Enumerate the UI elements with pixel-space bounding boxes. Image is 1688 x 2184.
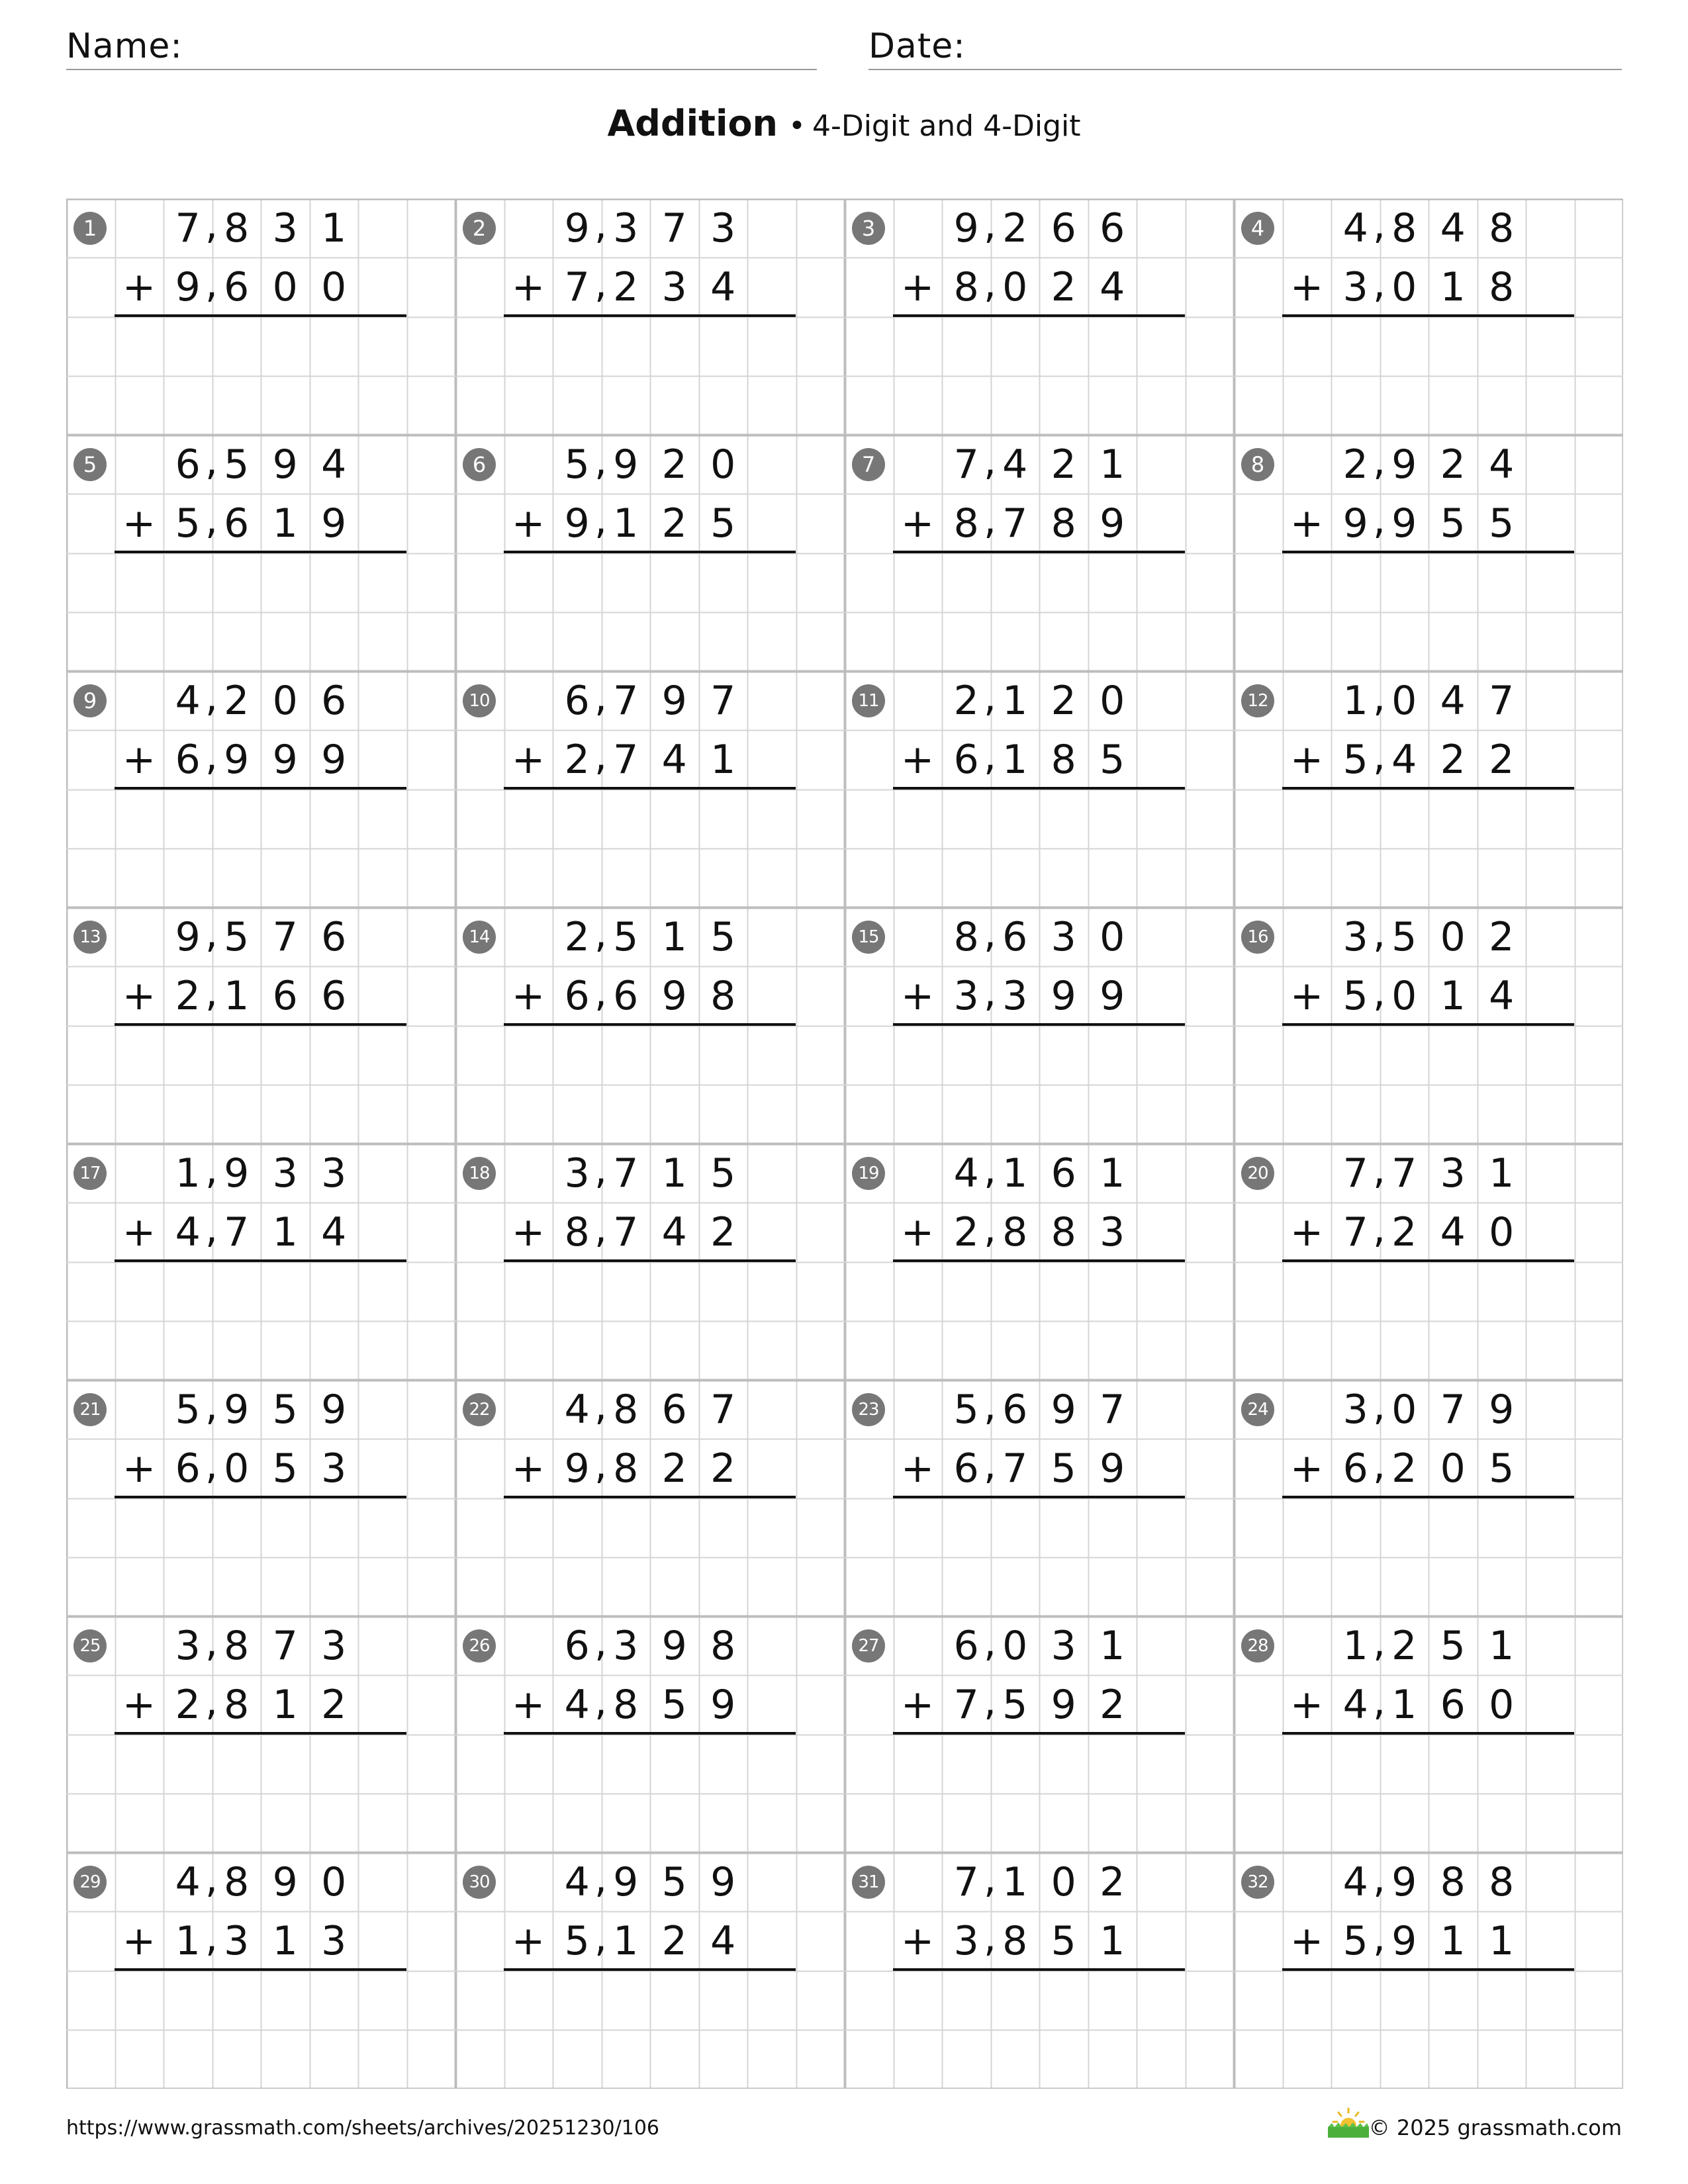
- plus-sign: +: [1289, 736, 1324, 783]
- problem-number-badge: 2: [463, 212, 496, 245]
- answer-line: [1282, 551, 1574, 553]
- problem-3: [845, 199, 1234, 435]
- problem-1: [66, 199, 455, 435]
- top-addend: 5 , 9 5 9: [175, 1383, 347, 1433]
- plus-sign: +: [511, 500, 545, 547]
- problem-27: [845, 1616, 1234, 1852]
- bottom-addend: 5 , 1 2 4: [564, 1915, 736, 1964]
- problem-14: [455, 907, 845, 1144]
- problem-number-badge: 14: [463, 921, 496, 954]
- top-addend: 4 , 9 5 9: [564, 1856, 736, 1905]
- problem-number-badge: 16: [1241, 921, 1274, 954]
- bottom-addend: 7 , 5 9 2: [953, 1678, 1125, 1728]
- answer-line: [504, 787, 796, 790]
- bottom-addend: 5 , 4 2 2: [1342, 733, 1515, 783]
- top-addend: 7 , 4 2 1: [953, 438, 1125, 488]
- problem-25: [66, 1616, 455, 1852]
- top-addend: 8 , 6 3 0: [953, 911, 1125, 960]
- top-addend: 7 , 8 3 1: [175, 202, 347, 251]
- problem-number-badge: 12: [1241, 684, 1274, 717]
- problem-number-badge: 31: [852, 1866, 885, 1899]
- problem-11: [845, 671, 1234, 907]
- top-addend: 7 , 1 0 2: [953, 1856, 1125, 1905]
- bottom-addend: 2 , 8 8 3: [953, 1206, 1125, 1255]
- bottom-addend: 9 , 8 2 2: [564, 1442, 736, 1492]
- top-addend: 4 , 8 6 7: [564, 1383, 736, 1433]
- bottom-addend: 2 , 7 4 1: [564, 733, 736, 783]
- plus-sign: +: [511, 1445, 545, 1492]
- problem-number-badge: 18: [463, 1157, 496, 1190]
- bottom-addend: 4 , 1 6 0: [1342, 1678, 1515, 1728]
- plus-sign: +: [900, 1681, 935, 1728]
- top-addend: 2 , 1 2 0: [953, 674, 1125, 724]
- plus-sign: +: [1289, 1208, 1324, 1255]
- problem-number-badge: 23: [852, 1393, 885, 1426]
- bottom-addend: 6 , 9 9 9: [175, 733, 347, 783]
- bottom-addend: 8 , 7 4 2: [564, 1206, 736, 1255]
- problem-number-badge: 19: [852, 1157, 885, 1190]
- bottom-addend: 6 , 6 9 8: [564, 970, 736, 1019]
- answer-line: [115, 1259, 406, 1262]
- plus-sign: +: [900, 972, 935, 1019]
- problem-number-badge: 1: [73, 212, 107, 245]
- answer-line: [115, 1023, 406, 1026]
- problem-28: [1234, 1616, 1623, 1852]
- top-addend: 3 , 5 0 2: [1342, 911, 1515, 960]
- problem-17: [66, 1144, 455, 1380]
- problem-number-badge: 21: [73, 1393, 107, 1426]
- title-subtitle: 4-Digit and 4-Digit: [812, 109, 1081, 143]
- answer-line: [893, 1023, 1185, 1026]
- plus-sign: +: [900, 1917, 935, 1964]
- bottom-addend: 2 , 8 1 2: [175, 1678, 347, 1728]
- problem-grid: [66, 199, 1623, 2089]
- problem-15: [845, 907, 1234, 1144]
- top-addend: 9 , 5 7 6: [175, 911, 347, 960]
- answer-line: [893, 314, 1185, 317]
- problem-number-badge: 5: [73, 448, 107, 481]
- problem-number-badge: 24: [1241, 1393, 1274, 1426]
- problem-number-badge: 11: [852, 684, 885, 717]
- top-addend: 4 , 1 6 1: [953, 1147, 1125, 1197]
- answer-line: [504, 551, 796, 553]
- problem-20: [1234, 1144, 1623, 1380]
- plus-sign: +: [122, 500, 156, 547]
- bottom-addend: 3 , 8 5 1: [953, 1915, 1125, 1964]
- plus-sign: +: [1289, 1681, 1324, 1728]
- bottom-addend: 9 , 9 5 5: [1342, 497, 1515, 547]
- bottom-addend: 8 , 7 8 9: [953, 497, 1125, 547]
- bottom-addend: 6 , 1 8 5: [953, 733, 1125, 783]
- date-field[interactable]: [868, 26, 1622, 70]
- bottom-addend: 5 , 9 1 1: [1342, 1915, 1515, 1964]
- answer-line: [115, 1968, 406, 1971]
- bottom-addend: 1 , 3 1 3: [175, 1915, 347, 1964]
- plus-sign: +: [122, 1917, 156, 1964]
- bottom-addend: 6 , 2 0 5: [1342, 1442, 1515, 1492]
- plus-sign: +: [1289, 263, 1324, 310]
- answer-line: [893, 1259, 1185, 1262]
- bottom-addend: 5 , 6 1 9: [175, 497, 347, 547]
- problem-29: [66, 1852, 455, 2089]
- bottom-addend: 5 , 0 1 4: [1342, 970, 1515, 1019]
- problem-2: [455, 199, 845, 435]
- problem-8: [1234, 435, 1623, 671]
- footer-url: https://www.grassmath.com/sheets/archives/20251230/106: [66, 2116, 660, 2140]
- top-addend: 6 , 3 9 8: [564, 1619, 736, 1669]
- problem-18: [455, 1144, 845, 1380]
- top-addend: 2 , 9 2 4: [1342, 438, 1515, 488]
- problem-number-badge: 28: [1241, 1629, 1274, 1662]
- problem-6: [455, 435, 845, 671]
- problem-23: [845, 1380, 1234, 1616]
- problem-31: [845, 1852, 1234, 2089]
- problem-number-badge: 4: [1241, 212, 1274, 245]
- top-addend: 3 , 8 7 3: [175, 1619, 347, 1669]
- plus-sign: +: [900, 1208, 935, 1255]
- answer-line: [893, 1732, 1185, 1735]
- top-addend: 7 , 7 3 1: [1342, 1147, 1515, 1197]
- plus-sign: +: [1289, 972, 1324, 1019]
- problem-10: [455, 671, 845, 907]
- top-addend: 4 , 2 0 6: [175, 674, 347, 724]
- name-field[interactable]: [66, 26, 817, 70]
- bottom-addend: 3 , 3 9 9: [953, 970, 1125, 1019]
- problem-number-badge: 17: [73, 1157, 107, 1190]
- top-addend: 3 , 7 1 5: [564, 1147, 736, 1197]
- problem-number-badge: 8: [1241, 448, 1274, 481]
- top-addend: 4 , 9 8 8: [1342, 1856, 1515, 1905]
- plus-sign: +: [1289, 500, 1324, 547]
- problem-number-badge: 20: [1241, 1157, 1274, 1190]
- plus-sign: +: [122, 736, 156, 783]
- plus-sign: +: [511, 736, 545, 783]
- answer-line: [1282, 1968, 1574, 1971]
- bottom-addend: 3 , 0 1 8: [1342, 261, 1515, 310]
- title-separator: •: [788, 109, 806, 143]
- problem-19: [845, 1144, 1234, 1380]
- plus-sign: +: [900, 1445, 935, 1492]
- bottom-addend: 6 , 0 5 3: [175, 1442, 347, 1492]
- problem-number-badge: 30: [463, 1866, 496, 1899]
- answer-line: [893, 787, 1185, 790]
- bottom-addend: 4 , 8 5 9: [564, 1678, 736, 1728]
- bottom-addend: 9 , 1 2 5: [564, 497, 736, 547]
- top-addend: 6 , 5 9 4: [175, 438, 347, 488]
- answer-line: [1282, 1023, 1574, 1026]
- title-main: Addition: [607, 103, 778, 144]
- plus-sign: +: [511, 972, 545, 1019]
- top-addend: 2 , 5 1 5: [564, 911, 736, 960]
- grass-sun-logo-icon: [1325, 2106, 1372, 2139]
- plus-sign: +: [122, 1445, 156, 1492]
- top-addend: 5 , 6 9 7: [953, 1383, 1125, 1433]
- problem-7: [845, 435, 1234, 671]
- problem-9: [66, 671, 455, 907]
- bottom-addend: 2 , 1 6 6: [175, 970, 347, 1019]
- name-label: Name:: [66, 26, 183, 66]
- problem-number-badge: 27: [852, 1629, 885, 1662]
- bottom-addend: 6 , 7 5 9: [953, 1442, 1125, 1492]
- problem-4: [1234, 199, 1623, 435]
- plus-sign: +: [122, 263, 156, 310]
- plus-sign: +: [122, 972, 156, 1019]
- problem-5: [66, 435, 455, 671]
- problem-number-badge: 9: [73, 684, 107, 717]
- answer-line: [893, 1968, 1185, 1971]
- top-addend: 9 , 3 7 3: [564, 202, 736, 251]
- plus-sign: +: [900, 736, 935, 783]
- answer-line: [1282, 787, 1574, 790]
- answer-line: [115, 314, 406, 317]
- plus-sign: +: [511, 263, 545, 310]
- top-addend: 6 , 7 9 7: [564, 674, 736, 724]
- top-addend: 4 , 8 4 8: [1342, 202, 1515, 251]
- plus-sign: +: [1289, 1917, 1324, 1964]
- answer-line: [115, 1496, 406, 1498]
- problem-number-badge: 26: [463, 1629, 496, 1662]
- answer-line: [115, 787, 406, 790]
- problem-number-badge: 25: [73, 1629, 107, 1662]
- plus-sign: +: [511, 1681, 545, 1728]
- plus-sign: +: [511, 1208, 545, 1255]
- problem-26: [455, 1616, 845, 1852]
- answer-line: [504, 1496, 796, 1498]
- problem-number-badge: 10: [463, 684, 496, 717]
- answer-line: [1282, 1496, 1574, 1498]
- answer-line: [504, 1259, 796, 1262]
- answer-line: [893, 551, 1185, 553]
- answer-line: [504, 314, 796, 317]
- answer-line: [115, 551, 406, 553]
- plus-sign: +: [900, 500, 935, 547]
- bottom-addend: 7 , 2 4 0: [1342, 1206, 1515, 1255]
- problem-12: [1234, 671, 1623, 907]
- problem-24: [1234, 1380, 1623, 1616]
- answer-line: [1282, 1732, 1574, 1735]
- problem-number-badge: 15: [852, 921, 885, 954]
- date-label: Date:: [868, 26, 966, 66]
- worksheet-title: [0, 103, 1688, 144]
- top-addend: 9 , 2 6 6: [953, 202, 1125, 251]
- top-addend: 6 , 0 3 1: [953, 1619, 1125, 1669]
- bottom-addend: 7 , 2 3 4: [564, 261, 736, 310]
- problem-13: [66, 907, 455, 1144]
- answer-line: [504, 1968, 796, 1971]
- problem-16: [1234, 907, 1623, 1144]
- top-addend: 5 , 9 2 0: [564, 438, 736, 488]
- plus-sign: +: [122, 1681, 156, 1728]
- bottom-addend: 9 , 6 0 0: [175, 261, 347, 310]
- answer-line: [1282, 314, 1574, 317]
- problem-number-badge: 32: [1241, 1866, 1274, 1899]
- problem-30: [455, 1852, 845, 2089]
- problem-number-badge: 3: [852, 212, 885, 245]
- answer-line: [504, 1023, 796, 1026]
- top-addend: 4 , 8 9 0: [175, 1856, 347, 1905]
- problem-number-badge: 29: [73, 1866, 107, 1899]
- top-addend: 1 , 0 4 7: [1342, 674, 1515, 724]
- top-addend: 3 , 0 7 9: [1342, 1383, 1515, 1433]
- problem-number-badge: 7: [852, 448, 885, 481]
- answer-line: [115, 1732, 406, 1735]
- plus-sign: +: [511, 1917, 545, 1964]
- problem-21: [66, 1380, 455, 1616]
- answer-line: [893, 1496, 1185, 1498]
- answer-line: [1282, 1259, 1574, 1262]
- problem-22: [455, 1380, 845, 1616]
- plus-sign: +: [122, 1208, 156, 1255]
- plus-sign: +: [1289, 1445, 1324, 1492]
- problem-32: [1234, 1852, 1623, 2089]
- top-addend: 1 , 9 3 3: [175, 1147, 347, 1197]
- problem-number-badge: 22: [463, 1393, 496, 1426]
- plus-sign: +: [900, 263, 935, 310]
- problem-number-badge: 13: [73, 921, 107, 954]
- top-addend: 1 , 2 5 1: [1342, 1619, 1515, 1669]
- bottom-addend: 4 , 7 1 4: [175, 1206, 347, 1255]
- answer-line: [504, 1732, 796, 1735]
- problem-number-badge: 6: [463, 448, 496, 481]
- footer-copyright: © 2025 grassmath.com: [1368, 2115, 1622, 2140]
- bottom-addend: 8 , 0 2 4: [953, 261, 1125, 310]
